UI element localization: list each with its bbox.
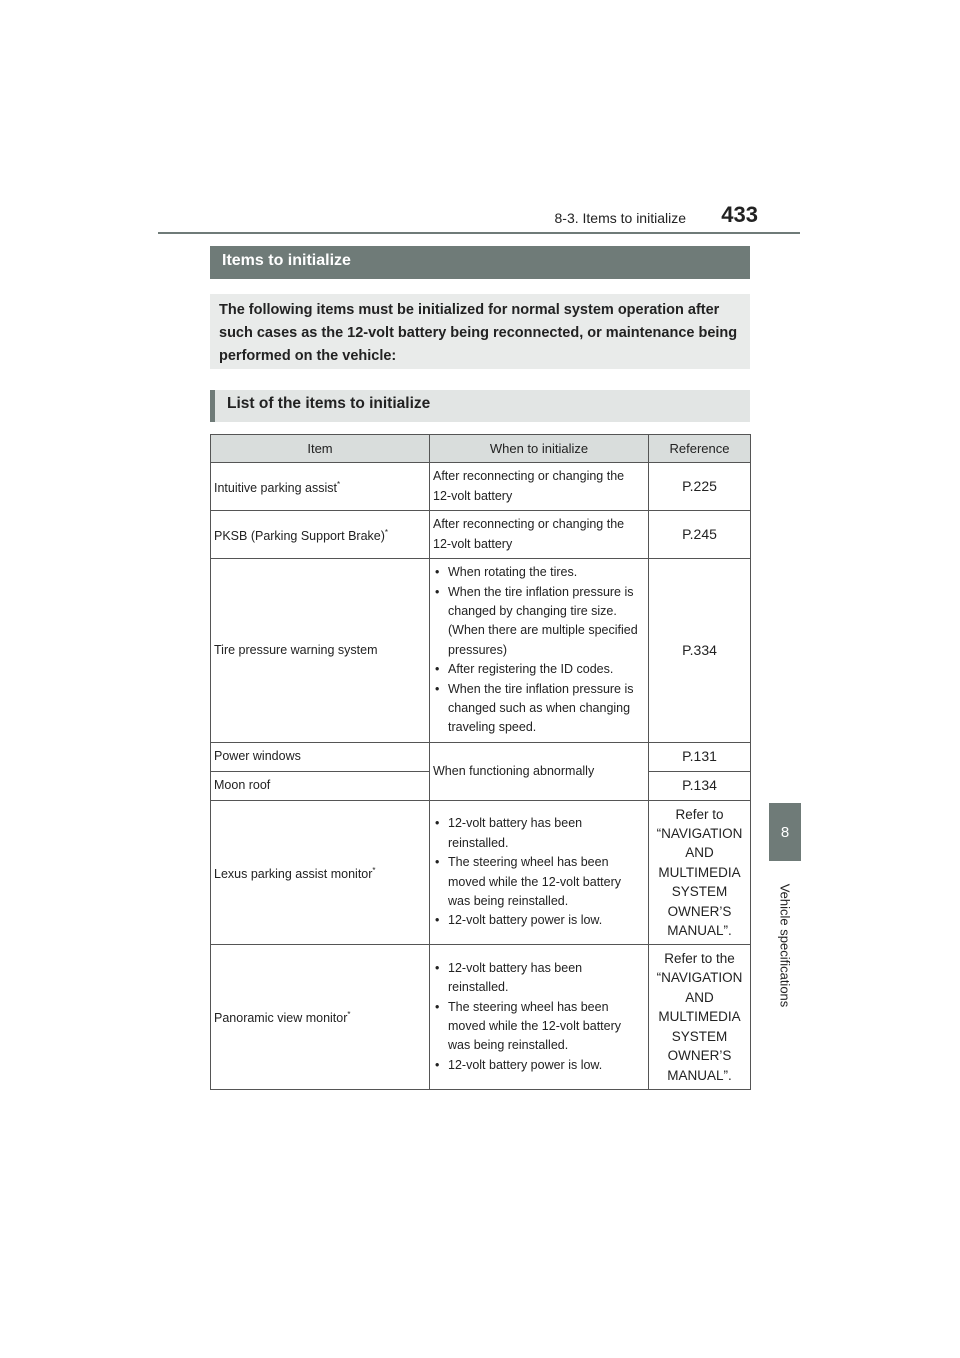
table-header-row <box>211 435 751 463</box>
asterisk-mark: * <box>347 1010 351 1020</box>
table-row <box>211 945 751 1090</box>
when-cell <box>430 559 649 743</box>
list-item: • 12-volt battery has been reinstalled. <box>433 814 645 853</box>
when-cell: After reconnecting or changing the 12-volt battery <box>430 511 649 559</box>
list-item: • When the tire inflation pressure is changed such as when changing traveling speed. <box>433 680 645 738</box>
subheading: List of the items to initialize <box>210 390 750 422</box>
table-row <box>211 559 751 743</box>
item-cell: Intuitive parking assist* <box>211 463 430 511</box>
when-list <box>433 959 645 1075</box>
list-item: • After registering the ID codes. <box>433 660 645 679</box>
item-cell: PKSB (Parking Support Brake)* <box>211 511 430 559</box>
page-title: Items to initialize <box>210 246 750 279</box>
item-cell: Moon roof <box>211 772 430 801</box>
asterisk-mark: * <box>336 479 341 489</box>
list-item: • When rotating the tires. <box>433 563 645 582</box>
reference-cell: P.225 <box>649 463 751 511</box>
when-cell <box>430 945 649 1090</box>
asterisk-mark: * <box>384 527 389 537</box>
page-number: 433 <box>721 202 758 227</box>
item-cell: Tire pressure warning system <box>211 559 430 743</box>
chapter-label <box>768 870 802 1020</box>
item-cell: Power windows <box>211 743 430 772</box>
reference-cell: Refer to the “NAVIGATION AND MULTIMEDIA SYSTEM OWNER’S MANUAL”. <box>649 945 751 1090</box>
list-item: • The steering wheel has been moved while the 12-volt battery was being reinstalled. <box>433 998 645 1056</box>
list-item: • The steering wheel has been moved while the 12-volt battery was being reinstalled. <box>433 853 645 911</box>
when-list <box>433 814 645 930</box>
table-row <box>211 743 751 772</box>
when-list <box>433 563 645 738</box>
header-reference: Reference <box>649 435 751 463</box>
item-cell: Panoramic view monitor* <box>211 945 430 1090</box>
reference-cell: Refer to “NAVIGATION AND MULTIMEDIA SYSTEM OWNER’S MANUAL”. <box>649 801 751 945</box>
reference-cell: P.131 <box>649 743 751 772</box>
initialize-table <box>210 434 751 1090</box>
when-cell <box>430 801 649 945</box>
item-cell: Lexus parking assist monitor* <box>211 801 430 945</box>
header-item: Item <box>211 435 430 463</box>
reference-cell: P.134 <box>649 772 751 801</box>
when-cell: After reconnecting or changing the 12-volt battery <box>430 463 649 511</box>
list-item: • 12-volt battery has been reinstalled. <box>433 959 645 998</box>
list-item: • 12-volt battery power is low. <box>433 911 645 930</box>
table-row <box>211 463 751 511</box>
asterisk-mark: * <box>372 865 376 875</box>
chapter-tab: 8 <box>769 803 801 861</box>
section-title: 8-3. Items to initialize <box>554 210 686 226</box>
page-header <box>158 200 800 236</box>
list-item: • When the tire inflation pressure is changed by changing tire size. (When there are multiple specified pressures) <box>433 583 645 661</box>
reference-cell: P.334 <box>649 559 751 743</box>
list-item: • 12-volt battery power is low. <box>433 1056 645 1075</box>
when-cell: When functioning abnormally <box>430 743 649 801</box>
header-when: When to initialize <box>430 435 649 463</box>
table-row <box>211 511 751 559</box>
chapter-label-text: Vehicle specifications <box>777 883 793 1007</box>
reference-cell: P.245 <box>649 511 751 559</box>
intro-text: The following items must be initialized for normal system operation after such cases as the 12-volt battery being reconnected, or maintenance being performed on the vehicle: <box>210 294 750 369</box>
header-rule <box>158 232 800 234</box>
table-row <box>211 801 751 945</box>
